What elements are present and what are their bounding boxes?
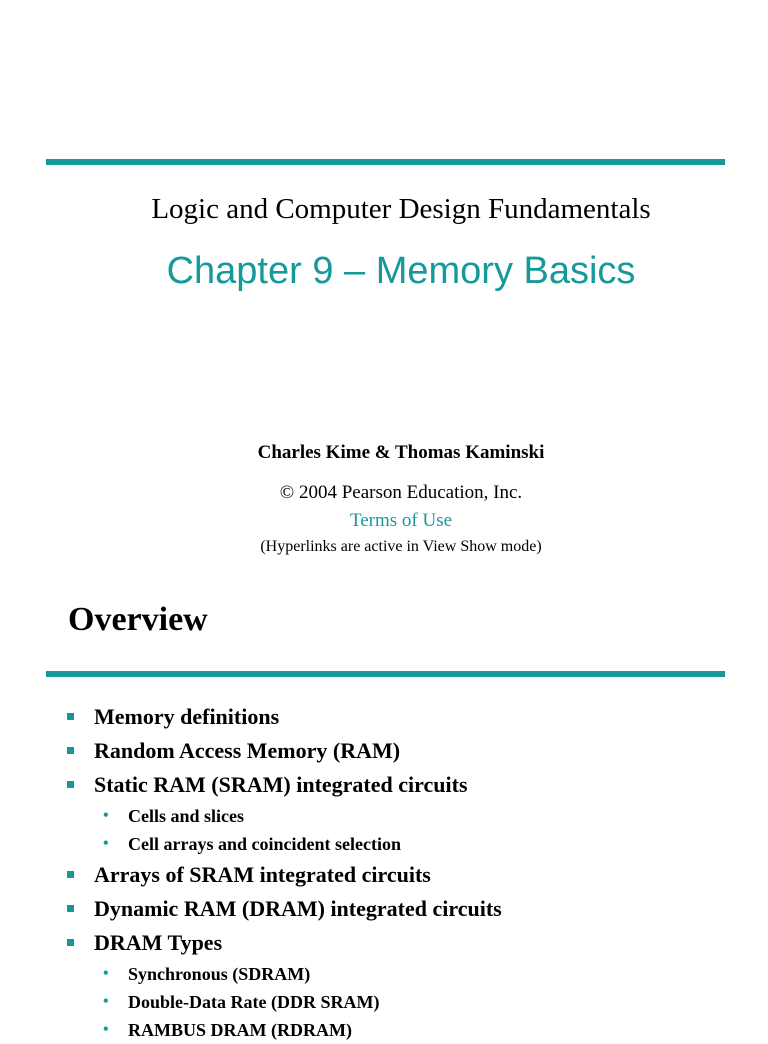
bullet-text: Random Access Memory (RAM) [94, 738, 401, 763]
dot-bullet-icon: • [103, 1021, 109, 1038]
bullet-text: RAMBUS DRAM (RDRAM) [128, 1020, 352, 1040]
square-bullet-icon [67, 905, 74, 912]
bullet-text: Cell arrays and coincident selection [128, 834, 401, 854]
bullet-text: Static RAM (SRAM) integrated circuits [94, 772, 468, 797]
square-bullet-icon [67, 747, 74, 754]
terms-of-use-link[interactable]: Terms of Use [349, 510, 453, 531]
dot-bullet-icon: • [103, 807, 109, 824]
overview-title: Overview [68, 601, 208, 638]
bullet-item [66, 700, 746, 734]
overview-bullet-list [66, 700, 746, 1044]
hyperlink-note: (Hyperlinks are active in View Show mode) [260, 538, 542, 555]
sub-bullet-item [66, 830, 746, 858]
top-divider-rule [46, 159, 725, 165]
bullet-text: Cells and slices [128, 806, 245, 826]
bullet-item [66, 768, 746, 802]
bullet-item [66, 734, 746, 768]
bullet-item [66, 858, 746, 892]
sub-bullet-item [66, 960, 746, 988]
square-bullet-icon [67, 939, 74, 946]
dot-bullet-icon: • [103, 835, 109, 852]
chapter-title: Chapter 9 – Memory Basics [166, 250, 636, 292]
bullet-text: Arrays of SRAM integrated circuits [94, 862, 431, 887]
overview-divider-rule [46, 671, 725, 677]
authors: Charles Kime & Thomas Kaminski [257, 442, 545, 463]
dot-bullet-icon: • [103, 965, 109, 982]
bullet-text: Memory definitions [94, 704, 280, 729]
dot-bullet-icon: • [103, 993, 109, 1010]
sub-bullet-item [66, 802, 746, 830]
bullet-text: Dynamic RAM (DRAM) integrated circuits [94, 896, 502, 921]
bullet-text: Double-Data Rate (DDR SRAM) [128, 992, 380, 1012]
bullet-text: Synchronous (SDRAM) [128, 964, 311, 984]
bullet-text: DRAM Types [94, 930, 223, 955]
bullet-item [66, 892, 746, 926]
square-bullet-icon [67, 871, 74, 878]
copyright-notice: © 2004 Pearson Education, Inc. [279, 482, 523, 503]
sub-bullet-item [66, 1016, 746, 1044]
square-bullet-icon [67, 781, 74, 788]
sub-bullet-item [66, 988, 746, 1016]
square-bullet-icon [67, 713, 74, 720]
book-title: Logic and Computer Design Fundamentals [151, 193, 651, 225]
bullet-item [66, 926, 746, 960]
